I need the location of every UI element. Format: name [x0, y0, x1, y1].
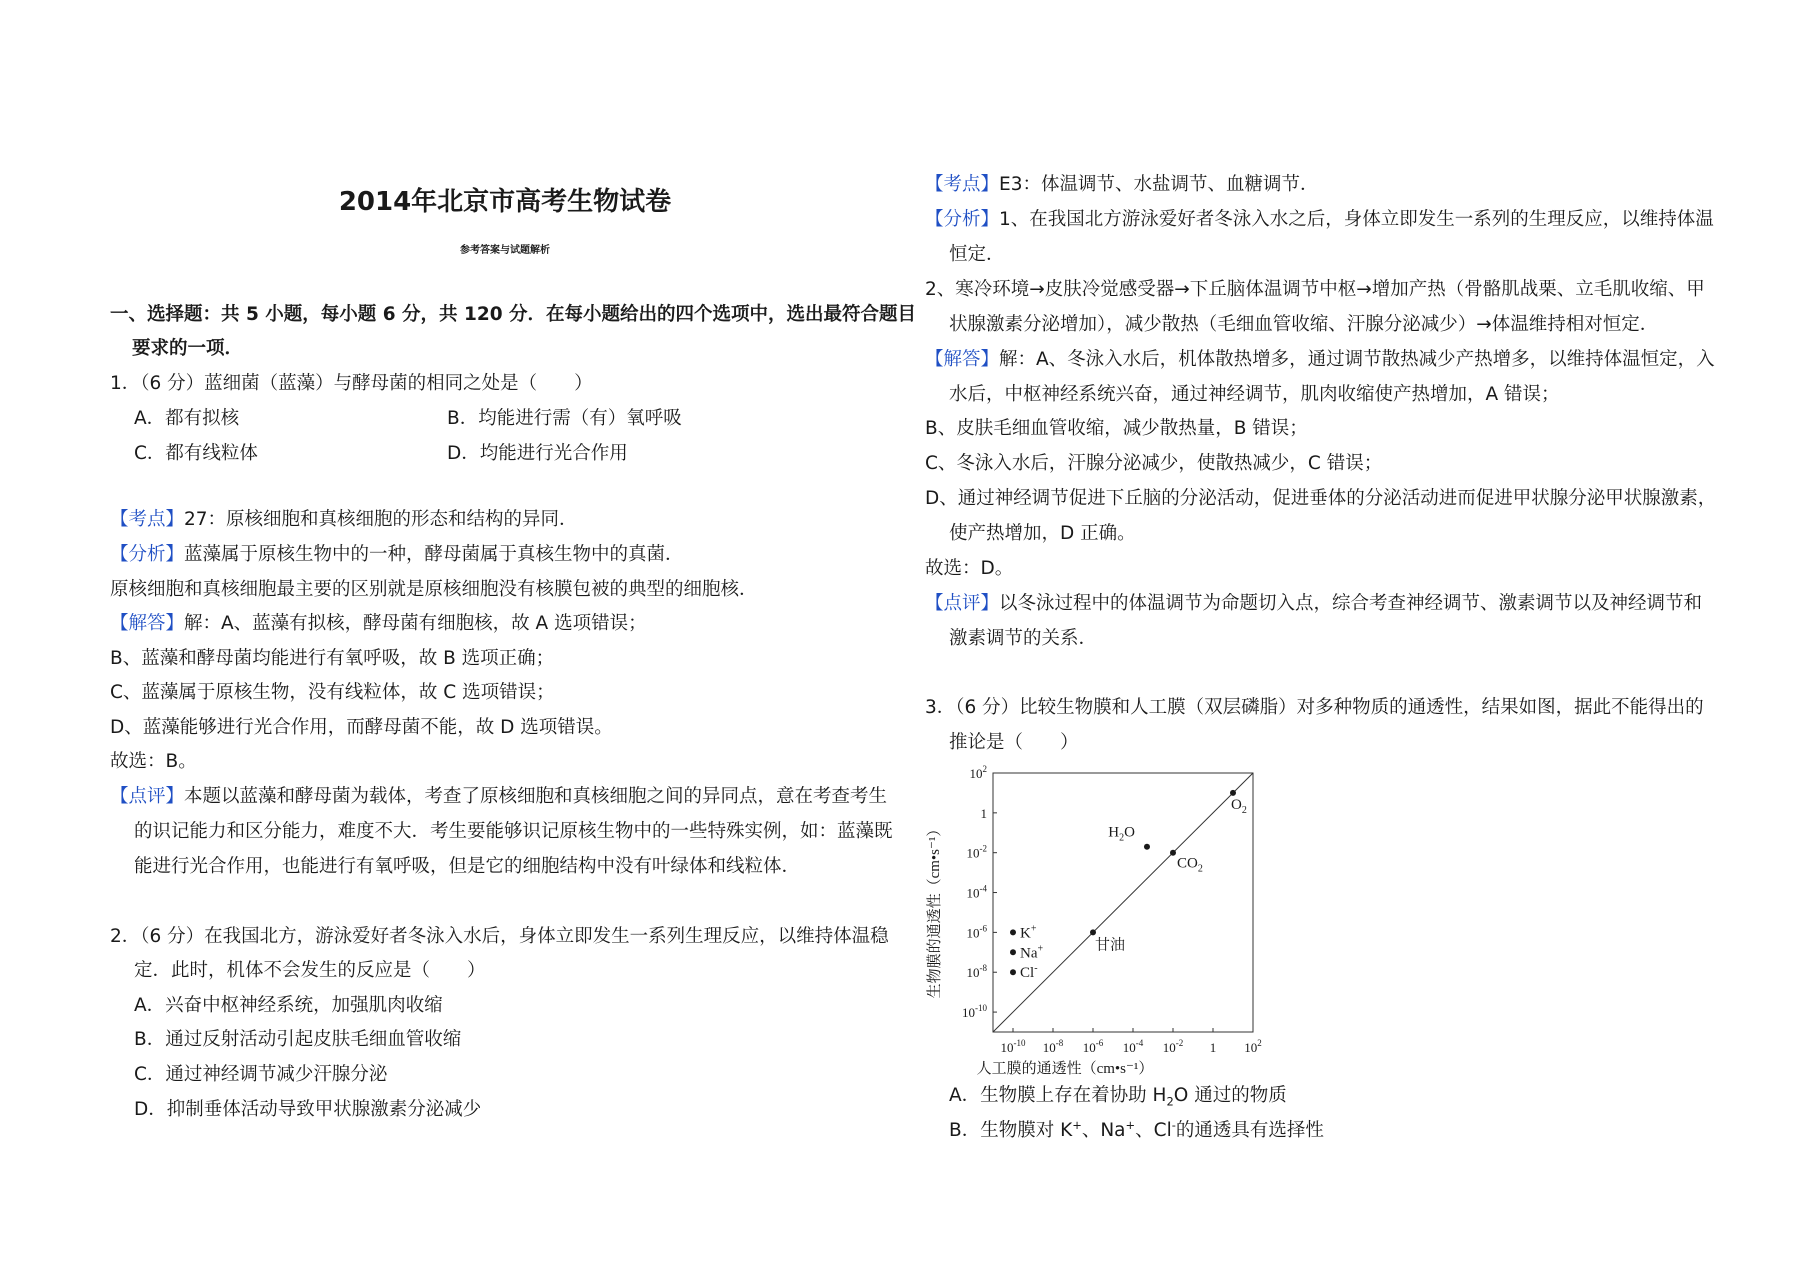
x-tick-label: $10^2$ [1244, 1038, 1262, 1055]
x-tick-label: 1 [1209, 1040, 1217, 1055]
y-tick-label: 1 [980, 805, 987, 821]
q1-fenxi-text: 蓝藻属于原核生物中的一种，酵母菌属于真核生物中的真菌． [184, 544, 684, 565]
y-tick-label: $10^2$ [969, 764, 987, 781]
y-tick-label: $10^{-4}$ [966, 883, 987, 901]
data-point [1230, 790, 1236, 796]
q3-option-a: A．生物膜上存在着协助 $H_2O$ 通过的物质 [949, 1085, 1287, 1109]
x-tick-label: $10^{-2}$ [1162, 1038, 1184, 1055]
q1-stem: 1．（6 分）蓝细菌（蓝藻）与酵母菌的相同之处是（ ） [110, 373, 593, 394]
q1-dianping-tag: 【点评】 [110, 786, 185, 807]
q2-kaodian [925, 173, 1318, 197]
data-point [1144, 844, 1150, 850]
q1-jieda-tag: 【解答】 [110, 613, 185, 634]
paper-subtitle: 参考答案与试题解析 [460, 245, 550, 256]
q2-jieda-d-2: 使产热增加，D 正确。 [949, 523, 1136, 544]
q2-jieda-d: D、通过神经调节促进下丘脑的分泌活动，促进垂体的分泌活动进而促进甲状腺分泌甲状腺激素， [925, 488, 1717, 509]
q2-jieda-c: C、冬泳入水后，汗腺分泌减少，使散热减少，C 错误； [925, 453, 1383, 474]
q1-kaodian-text: 27：原核细胞和真核细胞的形态和结构的异同． [184, 509, 578, 530]
q2-dianping [925, 592, 1702, 616]
q2-kaodian-tag: 【考点】 [925, 174, 1000, 195]
section-heading: 一、选择题：共 5 小题，每小题 6 分，共 120 分．在每小题给出的四个选项中，选出最符合题目 [110, 304, 917, 325]
q2-fenxi-text: 1、在我国北方游泳爱好者冬泳入水之后，身体立即发生一系列的生理反应，以维持体温 [999, 209, 1714, 230]
point-label: K+ [1020, 923, 1037, 942]
q1-option-a: A．都有拟核 [134, 408, 240, 429]
x-tick-label: $10^{-8}$ [1042, 1038, 1064, 1055]
y-tick-label: $10^{-2}$ [966, 843, 987, 861]
permeability-chart [925, 760, 1265, 1080]
q1-kaodian-tag: 【考点】 [110, 509, 185, 530]
q2-jieda-tag: 【解答】 [925, 349, 1000, 370]
data-point [1010, 969, 1016, 975]
points-layer [1010, 790, 1247, 981]
point-label: $O_2$ [1231, 796, 1247, 816]
q1-dianping-2: 的识记能力和区分能力，难度不大．考生要能够识记原核生物中的一些特殊实例，如：蓝藻既 [134, 821, 893, 842]
q1-fenxi [110, 543, 684, 567]
q1-dianping-text: 本题以蓝藻和酵母菌为载体，考查了原核细胞和真核细胞之间的异同点，意在考查考生 [184, 786, 888, 807]
q2-jieda [925, 348, 1715, 372]
q2-jieda-2: 水后，中枢神经系统兴奋，通过神经调节，肌肉收缩使产热增加，A 错误； [949, 384, 1560, 405]
q1-jieda [110, 612, 647, 636]
q2-dianping-2: 激素调节的关系． [949, 628, 1098, 649]
q2-jieda-text: 解：A、冬泳入水后，机体散热增多，通过调节散热减少产热增多，以维持体温恒定，入 [999, 349, 1715, 370]
data-point [1010, 949, 1016, 955]
q1-option-c: C．都有线粒体 [134, 443, 258, 464]
q2-fenxi [925, 208, 1714, 232]
q2-fenxi-2: 恒定． [949, 244, 1005, 265]
data-point [1090, 929, 1096, 935]
q2-stem-2: 定．此时，机体不会发生的反应是（ ） [134, 960, 486, 981]
point-label: Cl- [1020, 963, 1038, 982]
y-tick-label: $10^{-8}$ [966, 963, 987, 981]
x-tick-label: $10^{-10}$ [1000, 1038, 1026, 1055]
q1-option-d: D．均能进行光合作用 [447, 443, 628, 464]
reference-line [993, 773, 1253, 1032]
x-axis-label: 人工膜的通透性（cm•s⁻¹） [976, 1061, 1154, 1077]
q2-dianping-text: 以冬泳过程中的体温调节为命题切入点，综合考查神经调节、激素调节以及神经调节和 [999, 593, 1703, 614]
q1-fenxi-tag: 【分析】 [110, 544, 185, 565]
q3-stem: 3．（6 分）比较生物膜和人工膜（双层磷脂）对多种物质的通透性，结果如图，据此不能得出的 [925, 697, 1704, 718]
y-tick-label: $10^{-10}$ [962, 1003, 987, 1021]
q2-answer: 故选：D。 [925, 558, 1014, 579]
q2-fenxi-4: 状腺激素分泌增加），减少散热（毛细血管收缩、汗腺分泌减少）→体温维持相对恒定． [949, 314, 1659, 335]
paper-title: 2014年北京市高考生物试卷 [338, 187, 672, 217]
q1-jieda-text: 解：A、蓝藻有拟核，酵母菌有细胞核，故 A 选项错误； [184, 613, 647, 634]
x-tick-label: $10^{-4}$ [1122, 1038, 1144, 1055]
q2-kaodian-text: E3：体温调节、水盐调节、血糖调节． [999, 174, 1319, 195]
data-point [1170, 850, 1176, 856]
point-label: 甘油 [1095, 937, 1126, 954]
q2-option-c: C．通过神经调节减少汗腺分泌 [134, 1064, 388, 1085]
q2-option-a: A．兴奋中枢神经系统，加强肌肉收缩 [134, 995, 443, 1016]
q1-dianping-3: 能进行光合作用，也能进行有氧呼吸，但是它的细胞结构中没有叶绿体和线粒体． [134, 856, 801, 877]
x-tick-label: $10^{-6}$ [1082, 1038, 1104, 1055]
section-heading-cont: 要求的一项． [132, 338, 244, 359]
point-label: Na+ [1020, 943, 1044, 962]
y-axis-label: 生物膜的通透性（cm•s⁻¹） [927, 821, 943, 999]
q2-jieda-b: B、皮肤毛细血管收缩，减少散热量，B 错误； [925, 418, 1308, 439]
q1-jieda-b: B、蓝藻和酵母菌均能进行有氧呼吸，故 B 选项正确； [110, 648, 555, 669]
q1-option-b: B．均能进行需（有）氧呼吸 [447, 408, 682, 429]
q1-answer: 故选：B。 [110, 751, 197, 772]
q3-stem-2: 推论是（ ） [949, 732, 1079, 753]
q2-stem: 2．（6 分）在我国北方，游泳爱好者冬泳入水后，身体立即发生一系列生理反应，以维持体温稳 [110, 926, 889, 947]
q1-kaodian [110, 508, 578, 532]
point-label: $CO_2$ [1177, 855, 1203, 875]
q1-fenxi-2: 原核细胞和真核细胞最主要的区别就是原核细胞没有核膜包被的典型的细胞核． [110, 579, 758, 600]
q1-jieda-c: C、蓝藻属于原核生物，没有线粒体，故 C 选项错误； [110, 682, 555, 703]
data-point [1010, 929, 1016, 935]
axes-layer [993, 773, 1253, 1032]
q2-dianping-tag: 【点评】 [925, 593, 1000, 614]
ticks-layer [962, 764, 1262, 1055]
q2-option-d: D．抑制垂体活动导致甲状腺激素分泌减少 [134, 1099, 482, 1120]
point-label: $H_2O$ [1108, 824, 1135, 844]
q2-option-b: B．通过反射活动引起皮肤毛细血管收缩 [134, 1029, 462, 1050]
q2-fenxi-3: 2、寒冷环境→皮肤冷觉感受器→下丘脑体温调节中枢→增加产热（骨骼肌战栗、立毛肌收缩、甲 [925, 279, 1705, 300]
y-tick-label: $10^{-6}$ [966, 923, 987, 941]
q1-jieda-d: D、蓝藻能够进行光合作用，而酵母菌不能，故 D 选项错误。 [110, 717, 613, 738]
q2-fenxi-tag: 【分析】 [925, 209, 1000, 230]
q1-dianping [110, 785, 887, 809]
q3-option-b: B．生物膜对 K+、Na+、Cl-的通透具有选择性 [949, 1117, 1324, 1141]
